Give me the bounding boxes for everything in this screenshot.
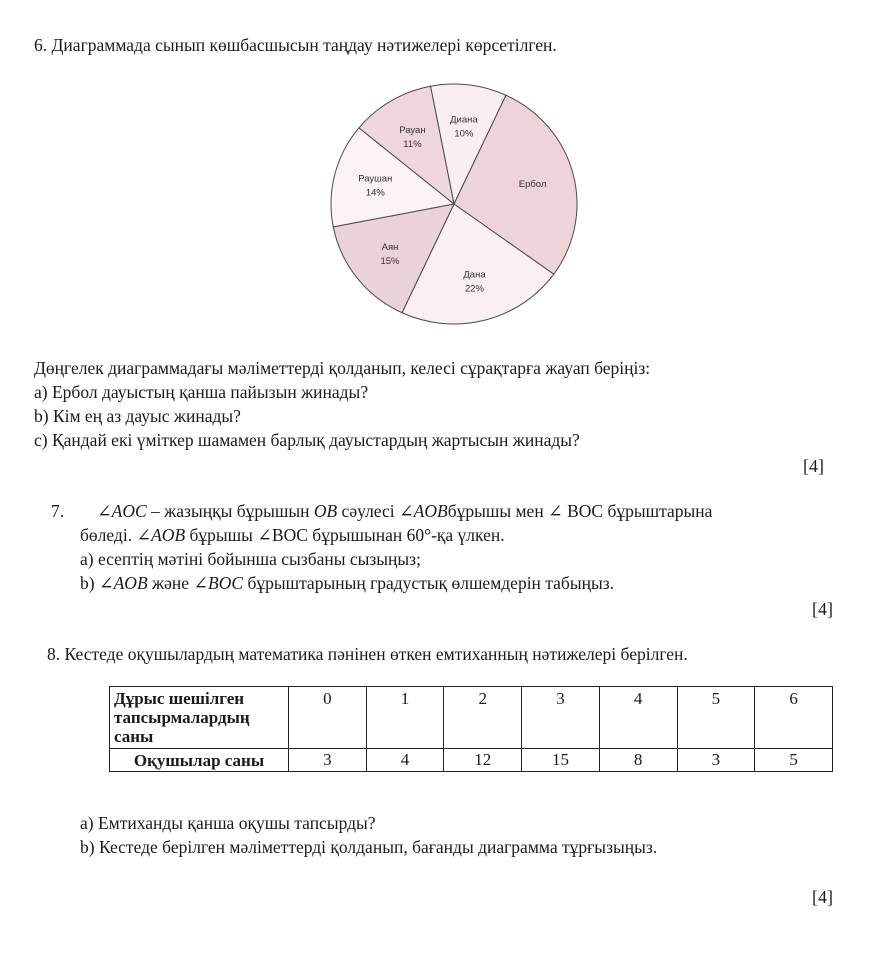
table-row <box>110 687 833 749</box>
pie-label-2: Дана <box>463 269 486 281</box>
pie-label-1: Ербол <box>518 179 547 190</box>
row-header-students: Оқушылар саны <box>110 749 289 772</box>
q7-line1-text1: – жазыңқы бұрышын <box>146 501 314 521</box>
table-cell: 8 <box>599 749 677 772</box>
results-table <box>109 686 833 772</box>
q6-intro: Дөңгелек диаграммадағы мәліметтерді қолданып, келесі сұрақтарға жауап беріңіз: <box>34 358 651 378</box>
q7-line1 <box>97 500 712 522</box>
table-cell: 2 <box>444 687 522 749</box>
table-cell: 12 <box>444 749 522 772</box>
q7-mark: [4] <box>812 599 833 619</box>
q7-b-text1: b) <box>80 573 99 593</box>
pie-value-label-5: 11% <box>403 139 422 150</box>
angle-boc: ∠BOC <box>193 573 244 593</box>
q7-line2-text1: бөледі. <box>80 525 137 545</box>
pie-value-label-0: 10% <box>454 128 474 140</box>
q8-mark: [4] <box>812 887 833 907</box>
pie-value-label-4: 14% <box>365 187 385 199</box>
angle-aob: ∠AOB <box>98 573 148 593</box>
table-cell: 3 <box>677 749 755 772</box>
table-cell: 1 <box>366 687 444 749</box>
pie-label-3: Аян <box>381 241 399 253</box>
pie-value-label-3: 15% <box>380 255 400 267</box>
table-cell: 4 <box>366 749 444 772</box>
pie-value-label-2: 22% <box>464 283 485 295</box>
q7-line2 <box>80 524 505 546</box>
q6-title: 6. Диаграммада сынып көшбасшысын таңдау нәтижелері көрсетілген. <box>34 35 557 55</box>
q7-line2-text2: бұрышы ∠BOC бұрышынан 60°-қа үлкен. <box>185 525 505 545</box>
pie-label-4: Раушан <box>358 173 393 185</box>
pie-chart <box>320 76 590 336</box>
q7-question-a: a) есептің мәтіні бойынша сызбаны сызыңыз; <box>80 549 421 569</box>
table-cell: 5 <box>677 687 755 749</box>
table-cell: 3 <box>522 687 600 749</box>
q7-line1-text2: сәулесі <box>337 501 400 521</box>
angle-aob: ∠AOB <box>136 525 186 545</box>
q6-question-b: b) Кім ең аз дауыс жинады? <box>34 406 241 426</box>
pie-label-0: Диана <box>450 114 478 126</box>
angle-aoc: ∠AOC <box>97 501 147 521</box>
row-header-solved-tasks: Дұрыс шешілген тапсырмалардың саны <box>110 687 289 749</box>
pie-label-5: Рауан <box>399 125 426 136</box>
q8-question-b: b) Кестеде берілген мәліметтерді қолданып, бағанды диаграмма тұрғызыңыз. <box>80 837 658 857</box>
table-cell: 15 <box>522 749 600 772</box>
q7-b-text3: бұрыштарының градустық өлшемдерін табыңыз. <box>243 573 614 593</box>
q8-question-a: a) Емтиханды қанша оқушы тапсырды? <box>80 813 376 833</box>
q7-number: 7. <box>51 501 65 521</box>
ray-ob: OB <box>313 501 338 521</box>
table-cell: 0 <box>289 687 367 749</box>
q7-line1-text3: бұрышы мен ∠ BOC бұрыштарына <box>447 501 713 521</box>
table-cell: 5 <box>755 749 833 772</box>
table-cell: 6 <box>755 687 833 749</box>
q6-question-c: c) Қандай екі үміткер шамамен барлық дауыстардың жартысын жинады? <box>34 430 580 450</box>
table-cell: 4 <box>599 687 677 749</box>
q6-mark: [4] <box>803 456 824 476</box>
table-row <box>110 749 833 772</box>
table-cell: 3 <box>289 749 367 772</box>
q7-b-text2: және <box>147 573 194 593</box>
q8-title: 8. Кестеде оқушылардың математика пәнінен өткен емтиханның нәтижелері берілген. <box>47 644 688 664</box>
q6-question-a: а) Ербол дауыстың қанша пайызын жинады? <box>34 382 369 402</box>
q7-question-b <box>80 572 614 594</box>
angle-aob: ∠AOB <box>399 501 448 521</box>
